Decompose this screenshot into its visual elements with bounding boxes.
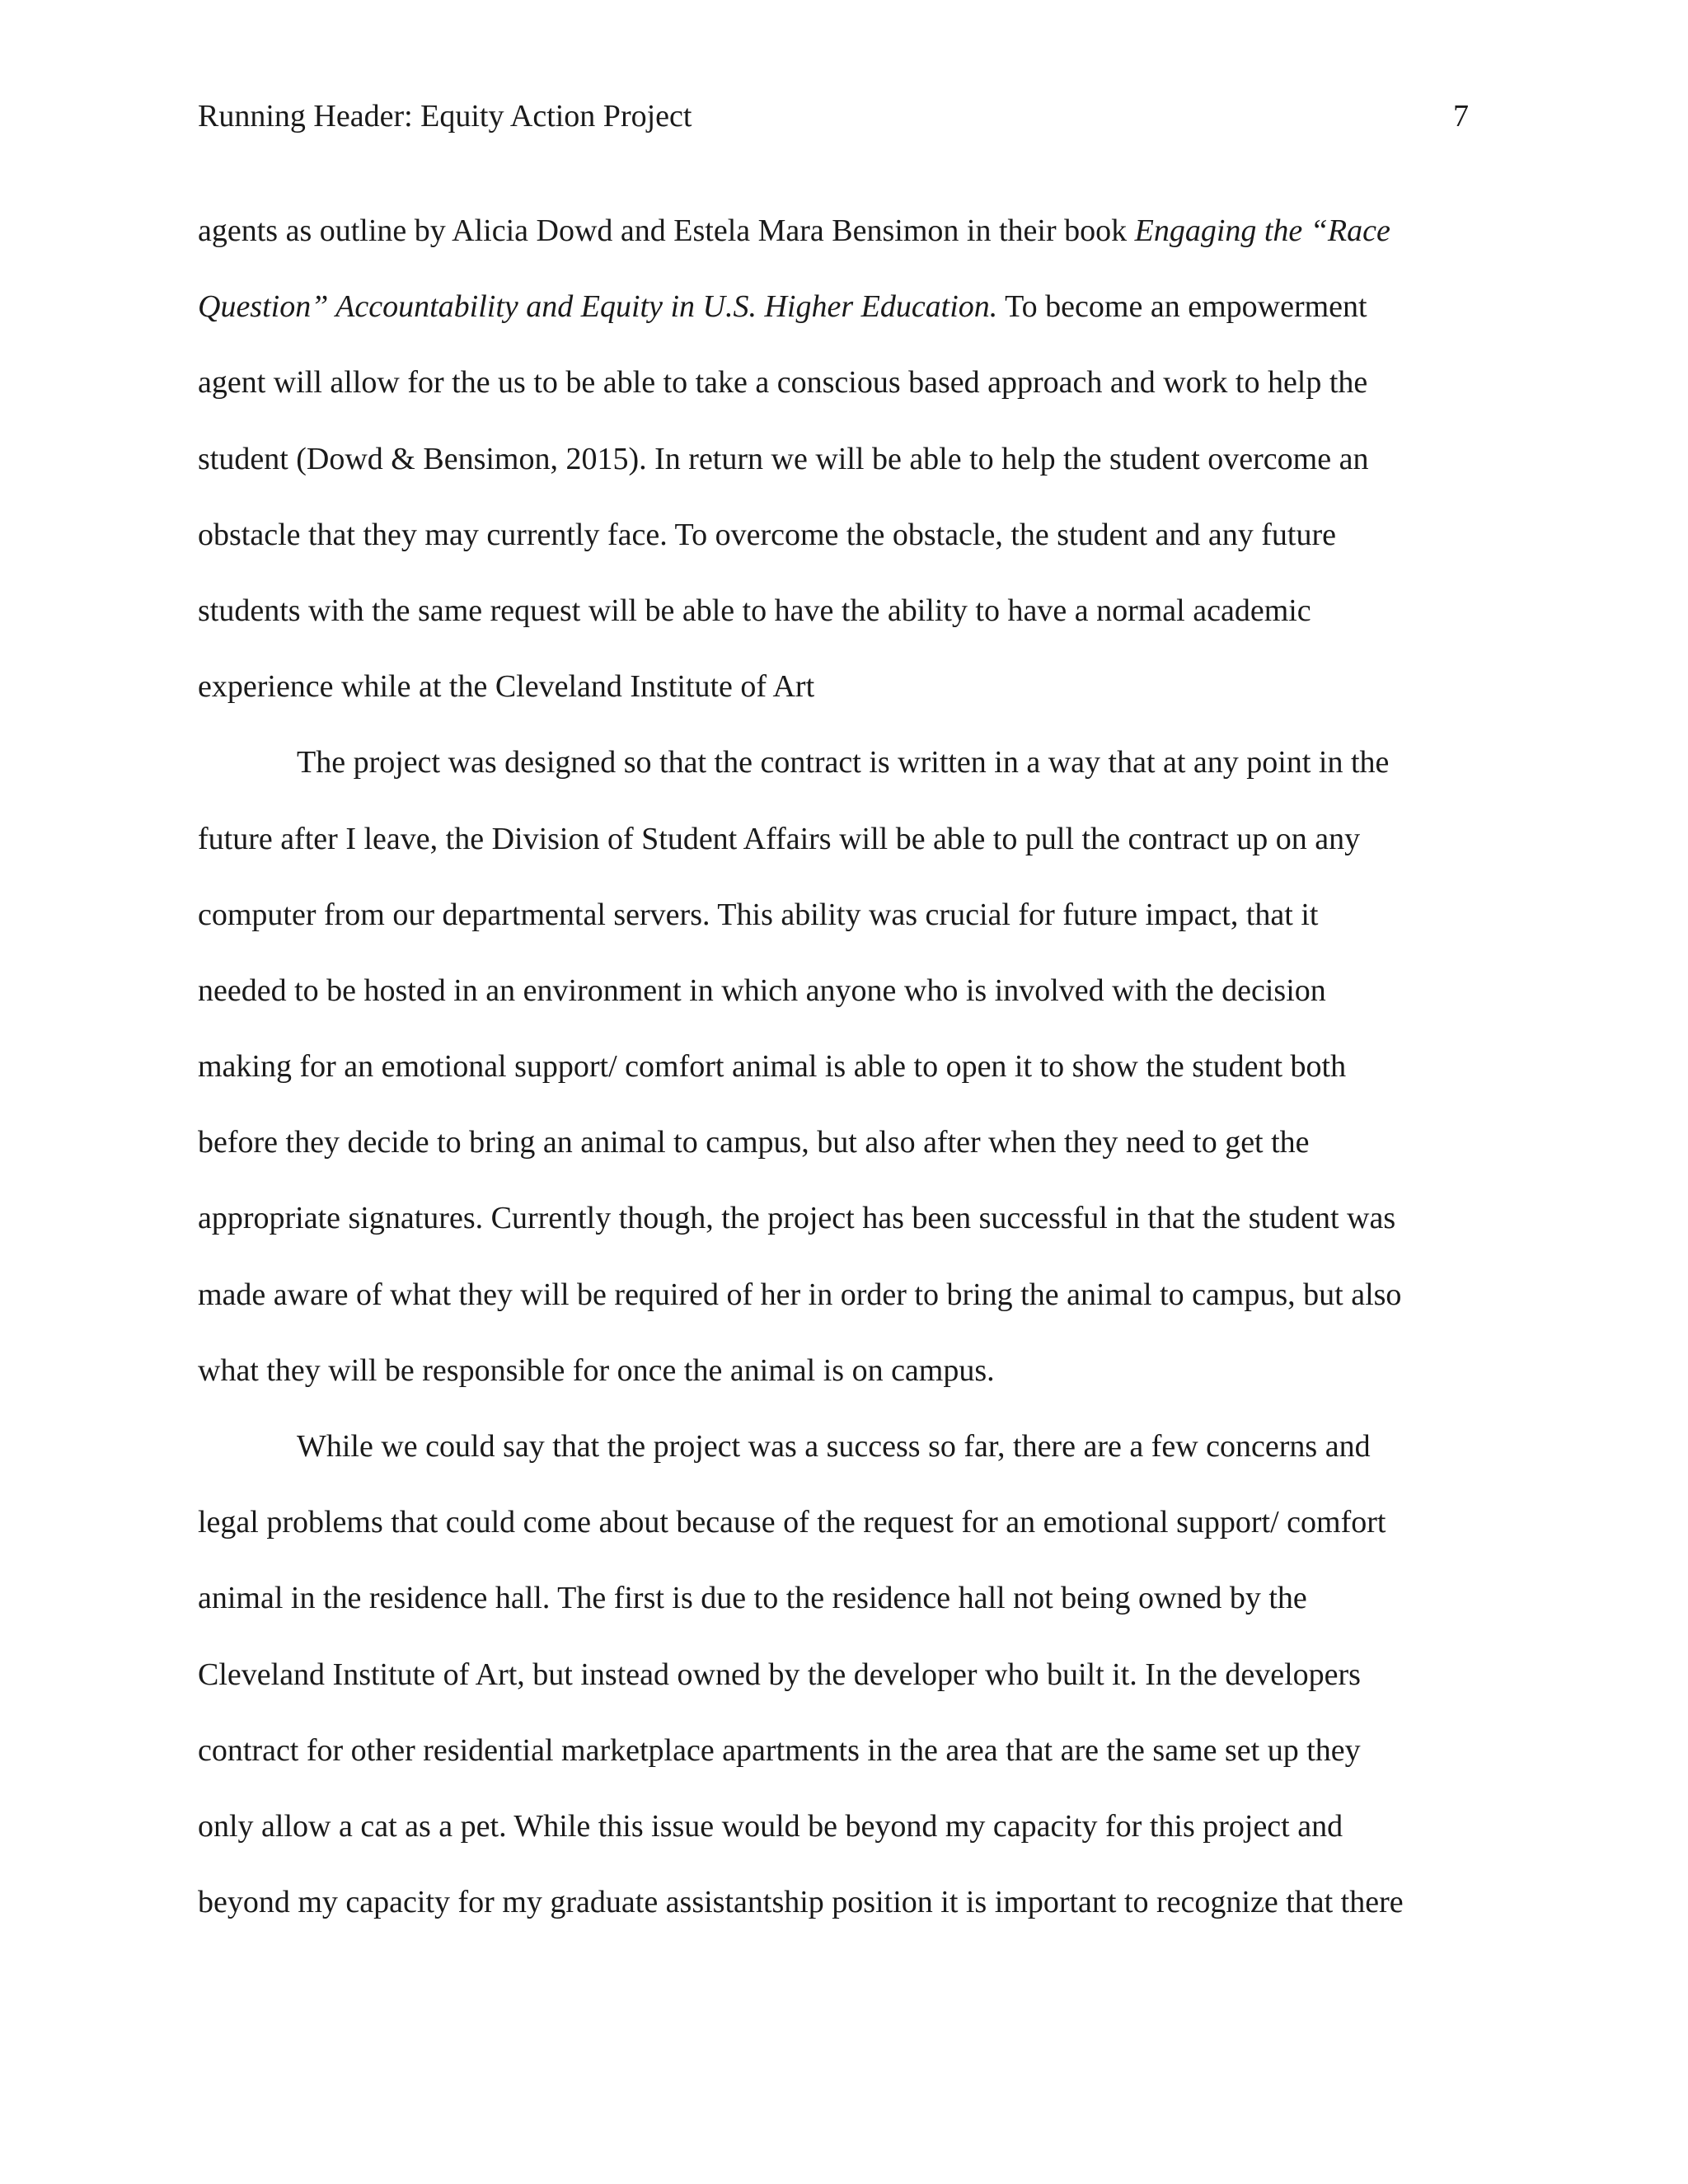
text-line: made aware of what they will be required of her in order to bring the animal to campus, but also xyxy=(198,1277,1402,1312)
text-line: experience while at the Cleveland Institute of Art xyxy=(198,669,815,705)
text-line: agent will allow for the us to be able to take a conscious based approach and work to help the xyxy=(198,365,1368,401)
body-text xyxy=(198,193,1467,1940)
text-line: computer from our departmental servers. This ability was crucial for future impact, that it xyxy=(198,897,1319,932)
text-line: what they will be responsible for once the animal is on campus. xyxy=(198,1352,995,1388)
text-line: legal problems that could come about because of the request for an emotional support/ comfort xyxy=(198,1505,1386,1540)
text-line: making for an emotional support/ comfort animal is able to open it to show the student both xyxy=(198,1049,1347,1085)
running-header xyxy=(198,96,1490,137)
text-line xyxy=(198,193,1467,269)
text-line: appropriate signatures. Currently though, the project has been successful in that the student was xyxy=(198,1201,1396,1236)
text-line: beyond my capacity for my graduate assistantship position it is important to recognize that there xyxy=(198,1885,1404,1920)
text-line: only allow a cat as a pet. While this issue would be beyond my capacity for this project and xyxy=(198,1808,1343,1844)
text-line: animal in the residence hall. The first is due to the residence hall not being owned by the xyxy=(198,1581,1307,1616)
text-line: obstacle that they may currently face. To overcome the obstacle, the student and any future xyxy=(198,517,1337,552)
text-line: needed to be hosted in an environment in which anyone who is involved with the decision xyxy=(198,972,1326,1008)
text-line xyxy=(198,269,1467,344)
text-line: student (Dowd & Bensimon, 2015). In return we will be able to help the student overcome an xyxy=(198,441,1369,476)
text-run: To become an empowerment xyxy=(997,289,1367,325)
page-number: 7 xyxy=(1453,99,1469,134)
text-line: before they decide to bring an animal to campus, but also after when they need to get the xyxy=(198,1125,1310,1160)
paragraph-first-line: The project was designed so that the contract is written in a way that at any point in the xyxy=(297,745,1390,780)
text-run: agents as outline by Alicia Dowd and Estela Mara Bensimon in their book xyxy=(198,213,1135,248)
running-header-title: Running Header: Equity Action Project xyxy=(198,99,692,134)
text-line: future after I leave, the Division of Student Affairs will be able to pull the contract up on any xyxy=(198,821,1361,856)
text-line: Cleveland Institute of Art, but instead owned by the developer who built it. In the developers xyxy=(198,1657,1361,1692)
paragraph-first-line: While we could say that the project was a success so far, there are a few concerns and xyxy=(297,1429,1371,1464)
text-line: students with the same request will be able to have the ability to have a normal academic xyxy=(198,593,1311,628)
book-title-italic: Engaging the “Race xyxy=(1134,213,1390,248)
book-title-italic: Question” Accountability and Equity in U.S. Higher Education. xyxy=(198,289,998,325)
text-line: contract for other residential marketplace apartments in the area that are the same set up they xyxy=(198,1732,1361,1768)
